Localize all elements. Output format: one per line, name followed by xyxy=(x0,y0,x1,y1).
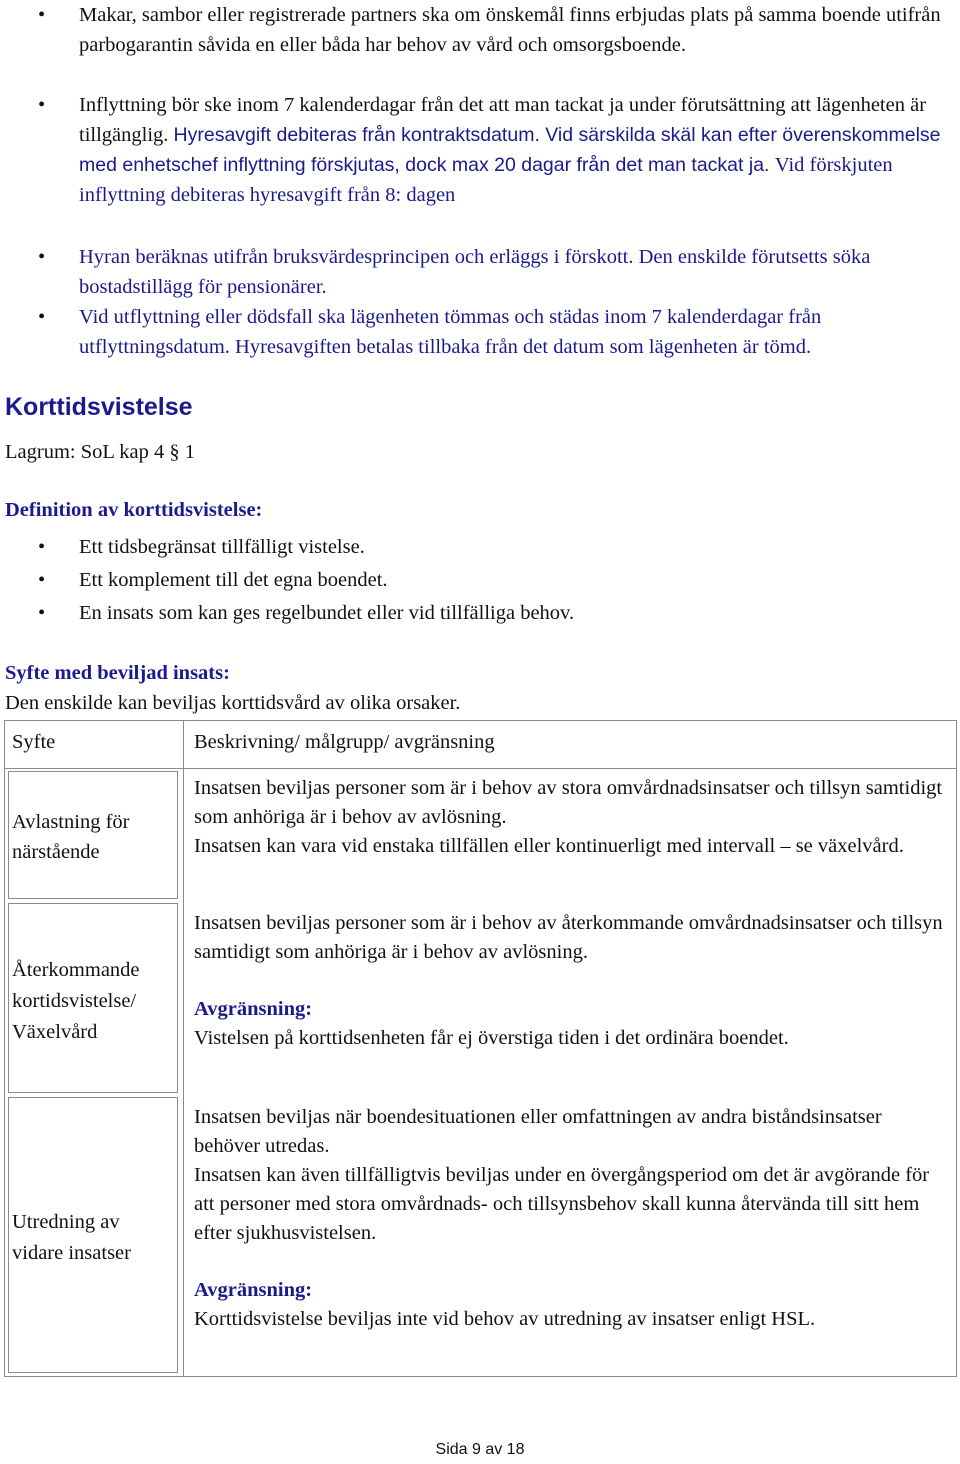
bullet-text-part: Vid förskjuten inflyttning debiteras hyresavgift från 8: dagen xyxy=(79,154,893,206)
table-border xyxy=(4,1376,957,1377)
table-cell-description xyxy=(194,1103,950,1334)
definition-item: Ett komplement till det egna boendet. xyxy=(79,569,388,591)
table-cell-purpose: Återkommande kortidsvistelse/ Växelvård xyxy=(12,959,140,1043)
limitation-label: Avgränsning: xyxy=(194,998,313,1020)
bullet-text xyxy=(79,0,954,60)
description-paragraph: Insatsen kan vara vid enstaka tillfällen eller kontinuerligt med intervall – se växelvård. xyxy=(194,835,904,857)
table-cell-purpose: Avlastning för närstående xyxy=(12,811,130,863)
table-cell-description xyxy=(194,774,950,861)
table-cell-description xyxy=(194,909,950,1053)
syfte-heading: Syfte med beviljad insats: xyxy=(5,662,230,684)
bullet-marker: • xyxy=(38,602,46,624)
section-title: Korttidsvistelse xyxy=(5,393,193,421)
bullet-text-part: Vid utflyttning eller dödsfall ska lägenheten tömmas och städas inom 7 kalenderdagar från utflyttningsdatum. Hyresavgiften betalas tillbaka från det datum som lägenheten är tömd. xyxy=(79,306,822,358)
table-border xyxy=(4,720,5,1377)
description-paragraph: Insatsen kan även tillfälligtvis beviljas under en övergångsperiod om det är avgörande för att personer med stora omvårdnads- och tillsynsbehov skall kunna återvända till sitt hem efter sjukhusvistelsen. xyxy=(194,1164,930,1244)
definition-heading: Definition av korttidsvistelse: xyxy=(5,499,263,521)
description-paragraph: Insatsen beviljas personer som är i behov av stora omvårdnadsinsatser och tillsyn samtidigt som anhöriga är i behov av avlösning. xyxy=(194,777,943,828)
syfte-intro: Den enskilde kan beviljas korttidsvård av olika orsaker. xyxy=(5,692,461,714)
table-header-purpose: Syfte xyxy=(12,731,56,753)
description-paragraph: Vistelsen på korttidsenheten får ej överstiga tiden i det ordinära boendet. xyxy=(194,1027,789,1049)
bullet-marker: • xyxy=(38,569,46,591)
bullet-text xyxy=(79,90,954,210)
table-border xyxy=(4,768,957,769)
table-border xyxy=(4,720,957,721)
page-number: Sida 9 av 18 xyxy=(435,1441,525,1458)
table-border xyxy=(183,720,184,1377)
definition-item: Ett tidsbegränsat tillfälligt vistelse. xyxy=(79,536,365,558)
description-paragraph: Insatsen beviljas när boendesituationen eller omfattningen av andra biståndsinsatser behöver utredas. xyxy=(194,1106,882,1157)
bullet-text-part: Hyran beräknas utifrån bruksvärdesprincipen och erläggs i förskott. Den enskilde förutsetts söka bostadstillägg för pensionärer. xyxy=(79,246,871,298)
limitation-label: Avgränsning: xyxy=(194,1279,313,1301)
bullet-text xyxy=(79,302,954,362)
bullet-marker: • xyxy=(38,94,46,116)
bullet-text-part-sans: Hyresavgift debiteras från kontraktsdatum. Vid särskilda skäl kan efter överenskommelse med enhetschef inflyttning förskjutas, dock max 20 dagar från det man tackat ja. xyxy=(79,124,941,176)
lagrum-text: Lagrum: SoL kap 4 § 1 xyxy=(5,441,195,463)
bullet-marker: • xyxy=(38,306,46,328)
definition-item: En insats som kan ges regelbundet eller vid tillfälliga behov. xyxy=(79,602,575,624)
bullet-text-part: Inflyttning bör ske inom 7 kalenderdagar från det att man tackat ja under förutsättning att lägenheten är tillgänglig. xyxy=(79,94,927,146)
bullet-marker: • xyxy=(38,246,46,268)
description-paragraph: Korttidsvistelse beviljas inte vid behov av utredning av insatser enligt HSL. xyxy=(194,1308,816,1330)
description-paragraph: Insatsen beviljas personer som är i behov av återkommande omvårdnadsinsatser och tillsyn samtidigt som anhöriga är i behov av avlösning. xyxy=(194,912,943,963)
table-header-description: Beskrivning/ målgrupp/ avgränsning xyxy=(194,731,495,753)
bullet-text-part: Makar, sambor eller registrerade partners ska om önskemål finns erbjudas plats på samma boende utifrån parbogarantin såvida en eller båda har behov av vård och omsorgsboende. xyxy=(79,4,941,56)
bullet-text xyxy=(79,242,954,302)
bullet-marker: • xyxy=(38,536,46,558)
bullet-marker: • xyxy=(38,4,46,26)
table-cell-purpose: Utredning av vidare insatser xyxy=(12,1211,131,1264)
table-border xyxy=(956,720,957,1377)
